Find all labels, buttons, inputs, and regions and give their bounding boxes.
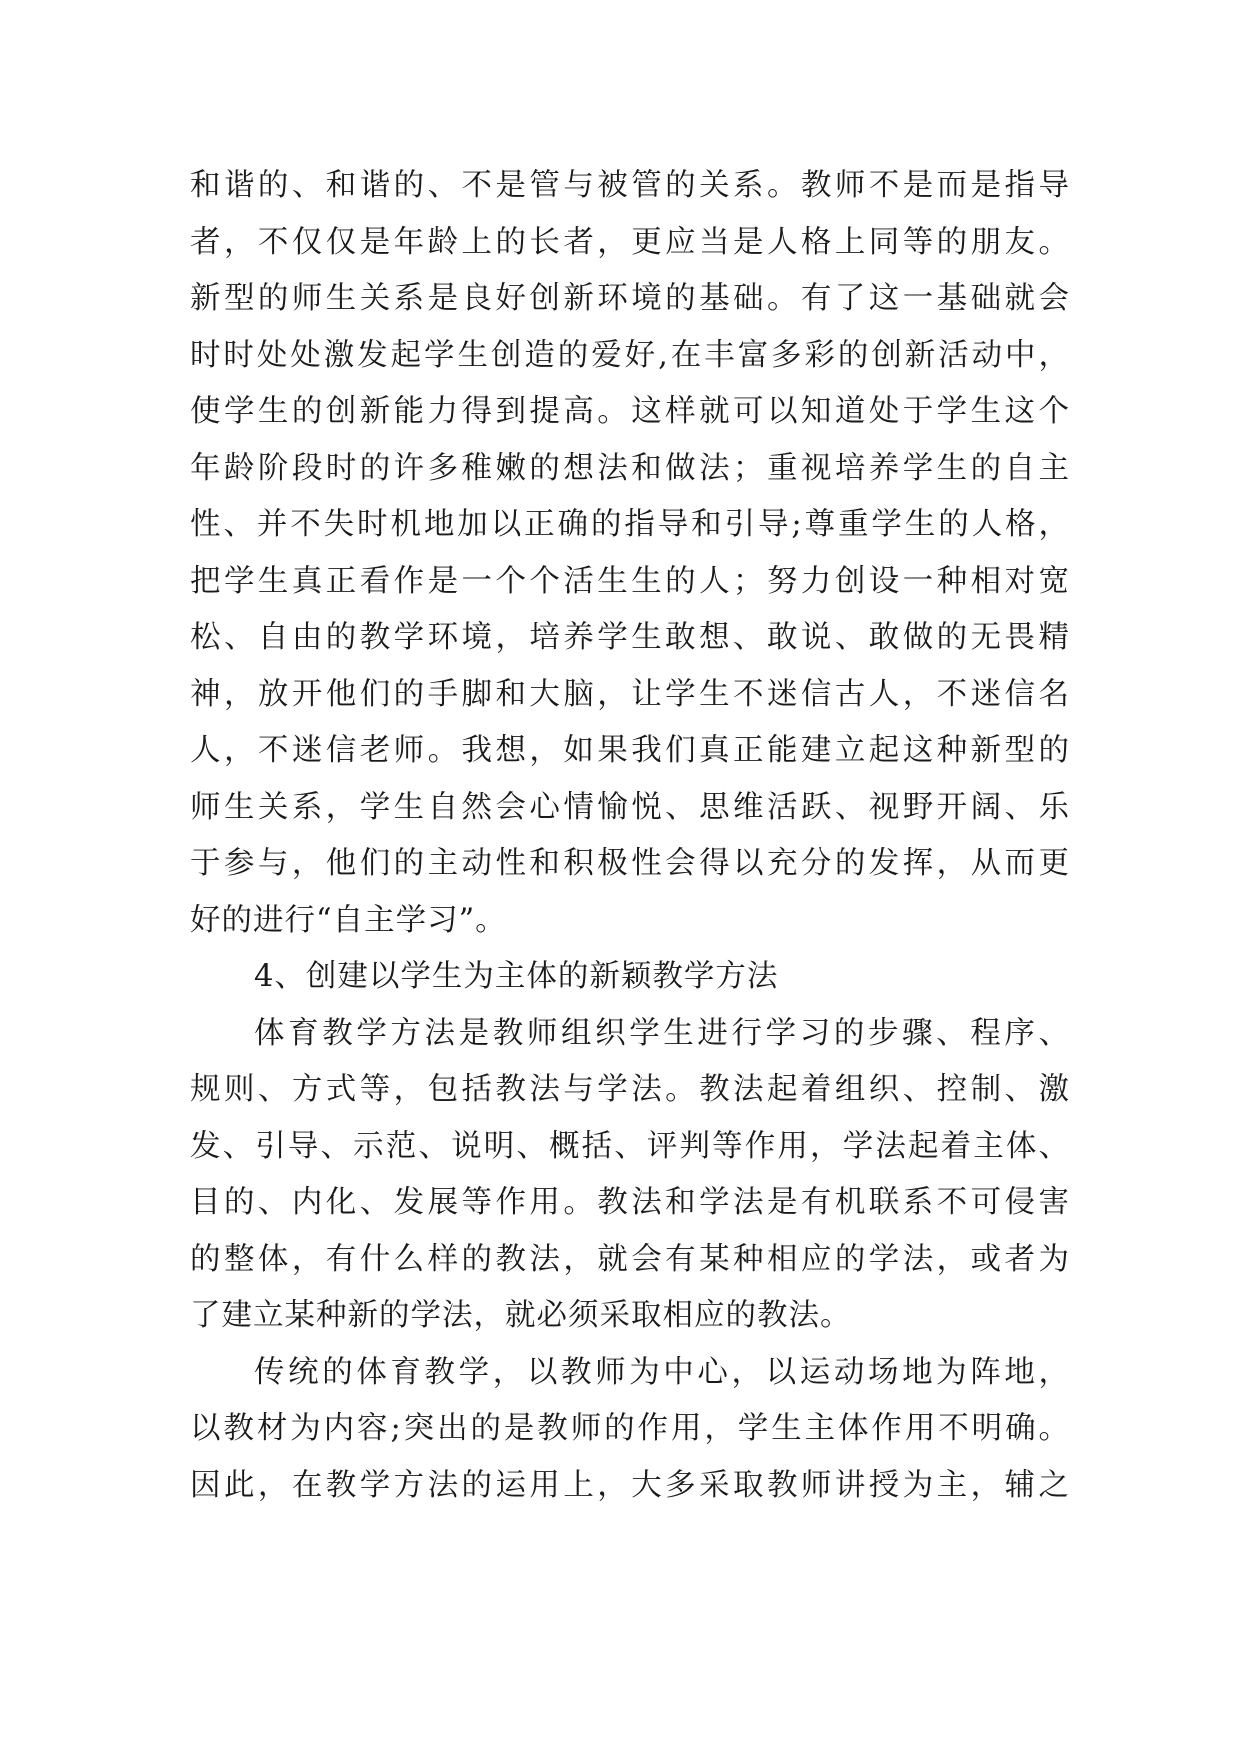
text-line: 时时处处激发起学生创造的爱好,在丰富多彩的创新活动中， — [190, 337, 1070, 373]
text-line: 以教材为内容;突出的是教师的作用，学生主体作用不明确。 — [190, 1411, 1070, 1446]
text-line: 人，不迷信老师。我想，如果我们真正能建立起这种新型的 — [190, 733, 1070, 768]
text-line: 使学生的创新能力得到提高。这样就可以知道处于学生这个 — [190, 394, 1070, 429]
text-line: 的整体，有什么样的教法，就会有某种相应的学法，或者为 — [190, 1241, 1070, 1277]
text-line: 了建立某种新的学法，就必须采取相应的教法。 — [190, 1298, 852, 1333]
text-line: 性、并不失时机地加以正确的指导和引导;尊重学生的人格， — [190, 507, 1070, 542]
text-line: 规则、方式等，包括教法与学法。教法起着组织、控制、激 — [190, 1072, 1070, 1107]
body-text — [190, 158, 1070, 1514]
text-line: 目的、内化、发展等作用。教法和学法是有机联系不可侵害 — [190, 1185, 1070, 1220]
text-line: 松、自由的教学环境，培养学生敢想、敢说、敢做的无畏精 — [190, 620, 1070, 655]
text-line: 师生关系，学生自然会心情愉悦、思维活跃、视野开阔、乐 — [190, 789, 1070, 825]
text-line: 者，不仅仅是年龄上的长者，更应当是人格上同等的朋友。 — [190, 224, 1070, 260]
text-line: 新型的师生关系是良好创新环境的基础。有了这一基础就会 — [190, 281, 1070, 316]
text-line: 4、创建以学生为主体的新颖教学方法 — [254, 959, 779, 994]
text-line: 因此，在教学方法的运用上，大多采取教师讲授为主，辅之 — [190, 1467, 1070, 1503]
text-line: 发、引导、示范、说明、概括、评判等作用，学法起着主体、 — [190, 1128, 1070, 1164]
text-line: 体育教学方法是教师组织学生进行学习的步骤、程序、 — [254, 1015, 1070, 1051]
text-line: 年龄阶段时的许多稚嫩的想法和做法；重视培养学生的自主 — [190, 450, 1070, 486]
text-line: 和谐的、和谐的、不是管与被管的关系。教师不是而是指导 — [190, 168, 1070, 203]
text-line: 于参与，他们的主动性和积极性会得以充分的发挥，从而更 — [190, 846, 1070, 881]
text-line: 好的进行“自主学习”。 — [190, 902, 507, 938]
text-line: 把学生真正看作是一个个活生生的人；努力创设一种相对宽 — [190, 563, 1070, 599]
text-line: 神，放开他们的手脚和大脑，让学生不迷信古人，不迷信名 — [190, 676, 1070, 712]
text-line: 传统的体育教学，以教师为中心，以运动场地为阵地， — [254, 1354, 1070, 1390]
